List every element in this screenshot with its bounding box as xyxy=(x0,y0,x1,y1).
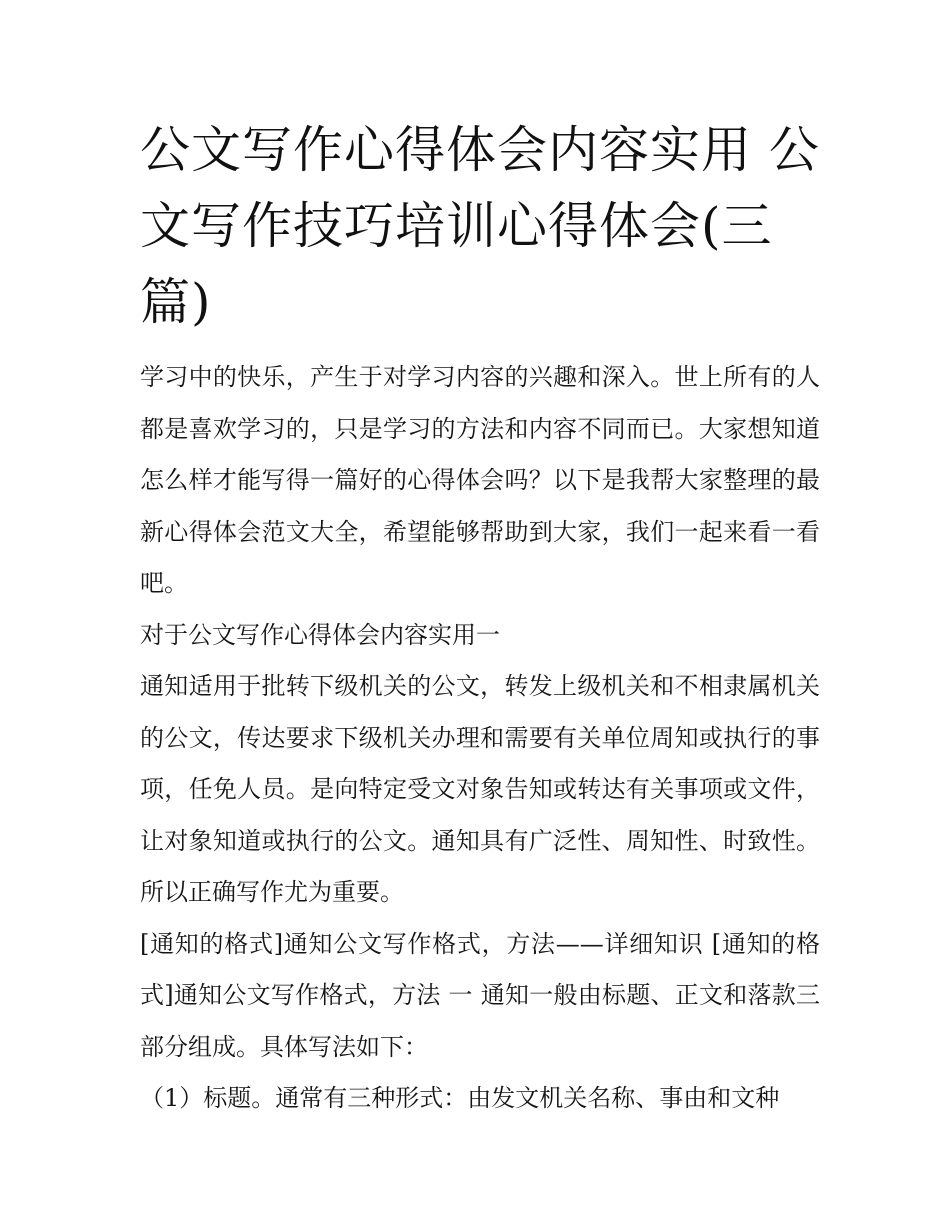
document-title: 公文写作心得体会内容实用 公文写作技巧培训心得体会(三篇) xyxy=(140,121,820,331)
intro-paragraph: 学习中的快乐，产生于对学习内容的兴趣和深入。世上所有的人都是喜欢学习的，只是学习的方法和内容不同而已。大家想知道怎么样才能写得一篇好的心得体会吗？以下是我帮大家整理的最新心得体会范文大全，希望能够帮助到大家，我们一起来看一看吧。 xyxy=(140,363,820,597)
title-item-paragraph: （1）标题。通常有三种形式：由发文机关名称、事由和文种 xyxy=(140,1084,780,1112)
document-body xyxy=(140,352,820,1125)
section-heading: 对于公文写作心得体会内容实用一 xyxy=(140,620,500,649)
notice-format-paragraph: [通知的格式]通知公文写作格式，方法——详细知识 [通知的格式]通知公文写作格式，方法 一 通知一般由标题、正文和落款三部分组成。具体写法如下： xyxy=(140,929,820,1061)
notice-definition-paragraph: 通知适用于批转下级机关的公文，转发上级机关和不相隶属机关的公文，传达要求下级机关办理和需要有关单位周知或执行的事项，任免人员。是向特定受文对象告知或转达有关事项或文件，让对象知道或执行的公文。通知具有广泛性、周知性、时致性。所以正确写作尤为重要。 xyxy=(140,672,820,906)
